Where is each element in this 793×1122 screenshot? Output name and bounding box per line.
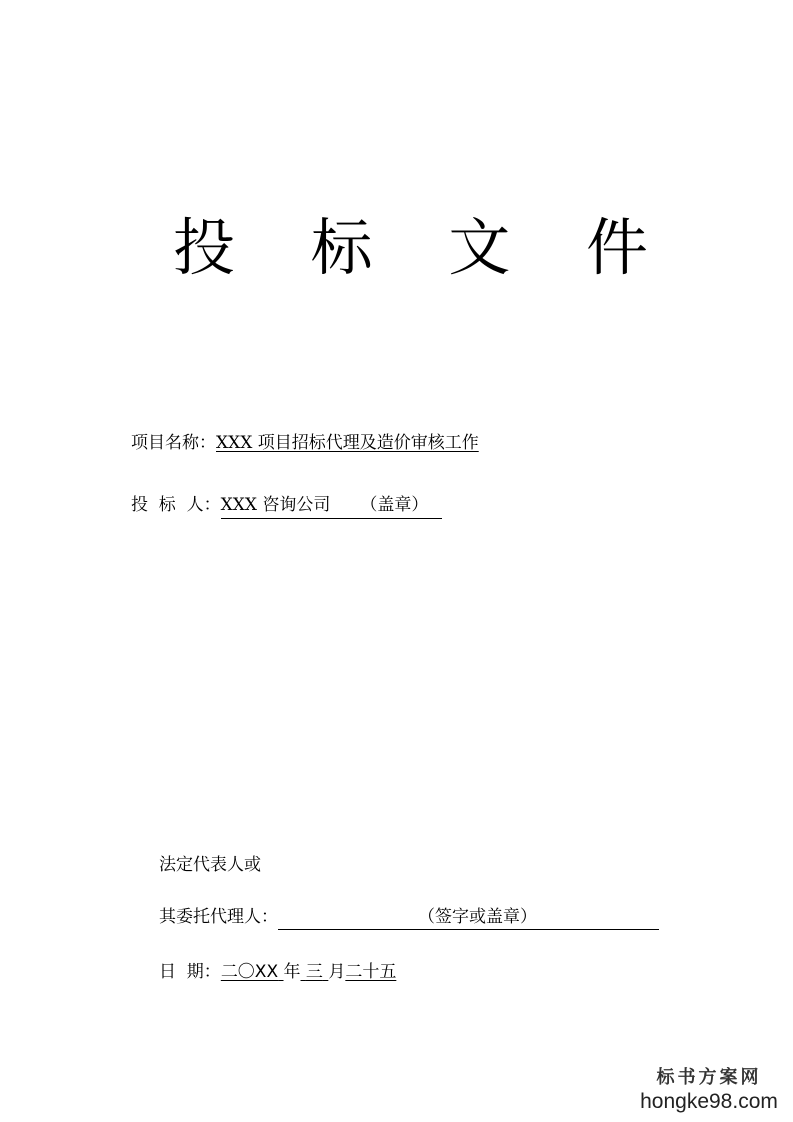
bidder-row [131,493,442,519]
bidder-stamp-note: （盖章） [360,495,429,515]
signature-line [278,905,659,930]
project-name-value: XXX 项目招标代理及造价审核工作 [216,433,479,453]
date-row [159,960,396,984]
bidder-value: XXX 咨询公司 [220,495,331,515]
date-label: 日 期： [159,962,221,982]
date-month: 三 [305,962,323,982]
bidder-value-line [221,493,442,519]
date-year: 二〇XX [220,962,279,982]
authorized-agent-row [159,905,659,930]
bidder-label: 投 标 人： [131,495,221,515]
legal-representative-label: 法定代表人或 [159,855,261,875]
date-day: 二十五 [345,962,397,982]
watermark-name: 标书方案网 [656,1067,762,1088]
watermark-url: hongke98.com [640,1090,778,1113]
legal-representative-row [159,853,261,877]
authorized-agent-label: 其委托代理人： [159,907,278,927]
date-month-suffix: 月 [328,962,346,982]
site-watermark [639,1066,779,1114]
project-name-row [131,431,479,455]
project-name-label: 项目名称： [131,433,216,453]
date-year-suffix: 年 [283,962,301,982]
document-title: 投 标 文 件 [172,211,677,284]
signature-note: （签字或盖章） [418,907,537,927]
